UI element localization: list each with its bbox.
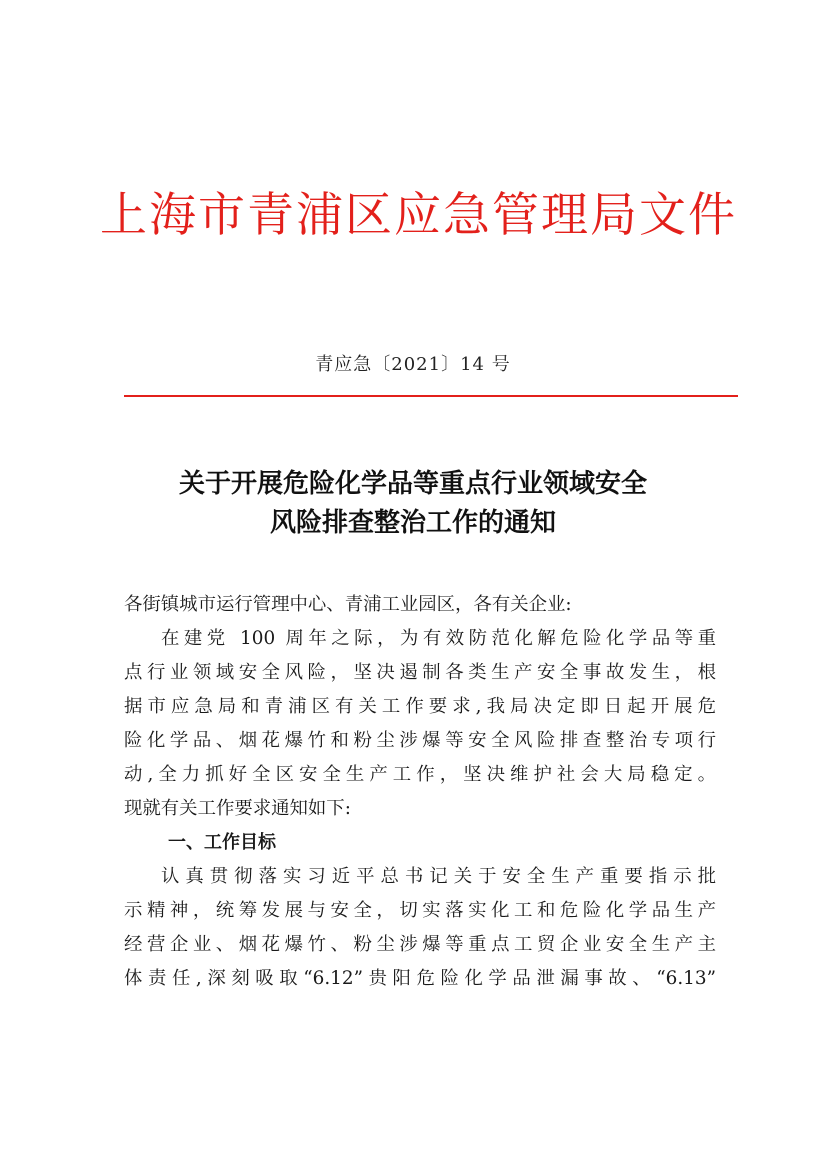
paragraph-2-line-2: 示精神，统筹发展与安全，切实落实化工和危险化学品生产: [124, 900, 716, 921]
paragraph-1-line-1: 在建党 100 周年之际，为有效防范化解危险化学品等重: [161, 628, 716, 649]
addressee-line: 各街镇城市运行管理中心、青浦工业园区，各有关企业:: [124, 594, 572, 615]
red-separator-line: [124, 395, 738, 397]
paragraph-1-line-6: 现就有关工作要求通知如下:: [124, 798, 351, 819]
issuing-authority-title: 上海市青浦区应急管理局文件: [100, 188, 737, 243]
paragraph-2-line-3: 经营企业、烟花爆竹、粉尘涉爆等重点工贸企业安全生产主: [124, 934, 716, 955]
notice-body: [124, 588, 716, 996]
paragraph-1-line-5: 动,全力抓好全区安全生产工作，坚决维护社会大局稳定。: [124, 764, 716, 785]
notice-title-line-2: 风险排查整治工作的通知: [269, 508, 556, 538]
notice-title-line-1: 关于开展危险化学品等重点行业领域安全: [178, 469, 647, 499]
paragraph-1-line-4: 险化学品、烟花爆竹和粉尘涉爆等安全风险排查整治专项行: [124, 730, 716, 751]
paragraph-1-line-3: 据市应急局和青浦区有关工作要求,我局决定即日起开展危: [124, 696, 716, 717]
notice-title: [100, 465, 726, 543]
paragraph-1-line-2: 点行业领域安全风险，坚决遏制各类生产安全事故发生，根: [124, 662, 716, 683]
paragraph-2-line-4: 体责任,深刻吸取“6.12”贵阳危险化学品泄漏事故、“6.13”: [124, 968, 716, 989]
paragraph-2-line-1: 认真贯彻落实习近平总书记关于安全生产重要指示批: [161, 866, 716, 887]
section-1-heading: 一、工作目标: [168, 832, 276, 853]
document-number: 青应急〔2021〕14 号: [315, 354, 511, 375]
